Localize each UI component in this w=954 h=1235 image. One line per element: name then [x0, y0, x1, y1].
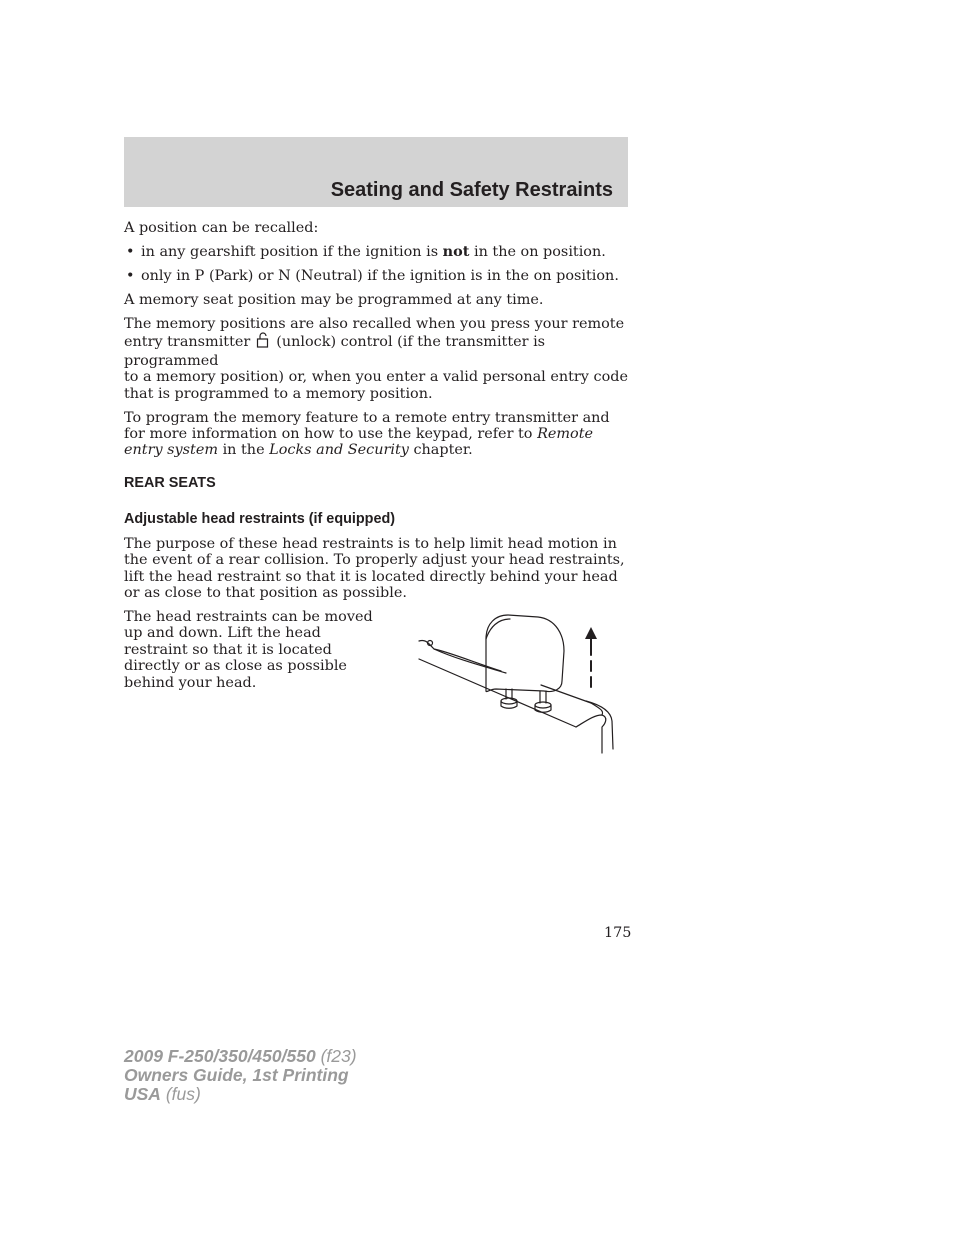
- remote-line2-start: entry transmitter: [124, 334, 251, 351]
- head-restraint-section: [124, 609, 628, 769]
- bullet-text: in any gearshift position if the ignition is: [141, 244, 443, 260]
- program-italic-reference: Remote entry system: [124, 426, 594, 459]
- head-restraint-illustration: [416, 611, 621, 761]
- list-item: [124, 244, 628, 260]
- footer: [124, 1047, 357, 1104]
- program-paragraph: [124, 410, 628, 459]
- bullet-text: in the on position.: [469, 244, 606, 260]
- footer-line-1: [124, 1047, 357, 1066]
- section-title: Seating and Safety Restraints: [330, 179, 613, 201]
- program-text: chapter.: [408, 442, 473, 459]
- footer-code: (f23): [315, 1046, 357, 1066]
- page-content: [124, 220, 628, 769]
- page-number: 175: [604, 925, 632, 941]
- footer-market-code: (fus): [160, 1084, 201, 1104]
- head-restraints-purpose: The purpose of these head restraints is to help limit head motion in the event of a rear collision. To properly adjust your head restraints, lift the head restraint so that it is located directly behind your head or as close to that position as possible.: [124, 535, 625, 602]
- head-restraints-instructions: The head restraints can be moved up and down. Lift the head restraint so that it is located directly or as close as possible behind your head.: [124, 609, 373, 691]
- bullet-icon: •: [126, 244, 135, 260]
- remote-paragraph: [124, 316, 628, 402]
- bullet-text: only in P (Park) or N (Neutral) if the ignition is in the on position.: [141, 268, 619, 284]
- head-restraints-subheading: Adjustable head restraints (if equipped): [124, 510, 396, 527]
- bullet-icon: •: [126, 268, 135, 284]
- section-header: [124, 137, 628, 207]
- list-item: [124, 268, 628, 284]
- program-text: To program the memory feature to a remote entry transmitter and for more information on how to use the keypad, refer to: [124, 409, 610, 443]
- remote-line2-end: (unlock) control (if the transmitter is programmed: [124, 334, 546, 369]
- footer-model: 2009 F-250/350/450/550: [124, 1046, 316, 1066]
- footer-line-3: [124, 1085, 357, 1104]
- bold-word: not: [442, 243, 470, 260]
- unlock-icon: [256, 332, 270, 352]
- footer-market: USA: [124, 1084, 161, 1104]
- program-italic-chapter: Locks and Security: [269, 442, 409, 459]
- rear-seats-heading: REAR SEATS: [124, 474, 216, 491]
- footer-line-2: Owners Guide, 1st Printing: [124, 1065, 349, 1085]
- anytime-paragraph: A memory seat position may be programmed at any time.: [124, 292, 544, 308]
- remote-rest: to a memory position) or, when you enter a valid personal entry code that is programmed to a memory position.: [124, 369, 628, 402]
- recall-intro: A position can be recalled:: [124, 220, 319, 236]
- program-text: in the: [218, 442, 270, 459]
- remote-line1: The memory positions are also recalled when you press your remote: [124, 316, 625, 332]
